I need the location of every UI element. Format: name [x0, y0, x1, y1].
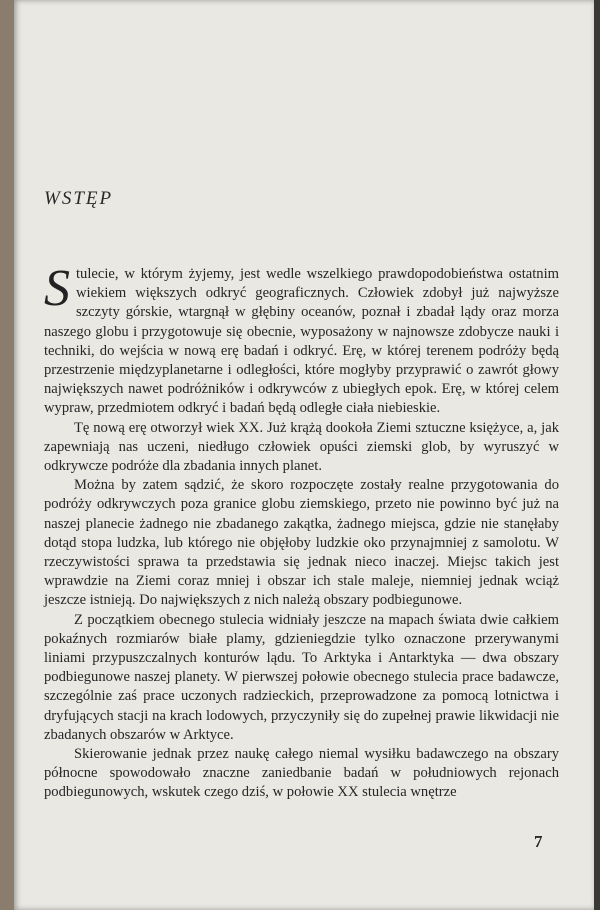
- paragraph-4: Z początkiem obecnego stulecia widniały jeszcze na mapach świata dwie całkiem pokaźnych rozmiarów białe plamy, gdzieniegdzie tylko oznaczone przerywanymi liniami przypuszczalnych konturów lądu. To Arktyka i Antarktyka — dwa obszary podbiegunowe naszej planety. W pierwszej połowie obecnego stulecia prace badawcze, szczególnie zaś prace uczonych radzieckich, przeprowadzone za pomocą lotnictwa i dryfujących stacji na krach lodowych, przyczyniły się do zupełnej prawie likwidacji nie zbadanych obszarów w Arktyce.: [44, 611, 559, 743]
- paragraph-5: Skierowanie jednak przez naukę całego niemal wysiłku badawczego na obszary północne spowodowało znaczne zaniedbanie badań w południowych rejonach podbiegunowych, wskutek czego dziś, w połowie XX stulecia wnętrze: [44, 746, 559, 801]
- chapter-heading: WSTĘP: [44, 188, 114, 209]
- paragraph-2: Tę nową erę otworzył wiek XX. Już krążą dookoła Ziemi sztuczne księżyce, a, jak zapewniają nas uczeni, niedługo człowiek opuści ziemski glob, by wyruszyć w odkrywcze podróże dla zbadania innych planet.: [44, 419, 559, 475]
- book-page: [14, 0, 594, 910]
- paragraph-3: Można by zatem sądzić, że skoro rozpoczęte zostały realne przygotowania do podróży odkrywczych poza granice globu ziemskiego, przeto nie powinno być już na naszej planecie żadnego nie zbadanego zakątka, żadnego miejsca, gdzie nie stanęłaby dotąd stopa ludzka, lub którego nie objęłoby ludzkie oko przynajmniej z samolotu. W rzeczywistości sprawa ta przedstawia się jednak nieco inaczej. Miejsc takich jest wprawdzie na Ziemi coraz mniej i obszar ich stale maleje, niemniej jednak wciąż jeszcze istnieją. Do największych z nich należą obszary podbiegunowe.: [44, 477, 559, 609]
- page-right-edge: [594, 0, 600, 910]
- book-spine-edge: [0, 0, 14, 910]
- paragraph-1: Stulecie, w którym żyjemy, jest wedle wszelkiego prawdopodobieństwa ostatnim wiekiem większych odkryć geograficznych. Człowiek zdobył już najwyższe szczyty górskie, wtargnął w głębiny oceanów, poznał i zbadał lądy oraz morza naszego globu i przygotowuje się obecnie, wyposażony w najnowsze zdobycze nauki i techniki, do wejścia w nową erę badań i odkryć. Erę, w której terenem podróży będą przestrzenie międzyplanetarne i odległości, które mogłyby przyprawić o zawrót głowy największych nawet podróżników i odkrywców z ubiegłych epok. Erę, w której celem wypraw, przedmiotem odkryć i badań będą odległe ciała niebieskie.: [44, 260, 559, 417]
- drop-cap: S: [44, 260, 70, 317]
- body-text: [44, 260, 559, 803]
- page-number: 7: [534, 832, 543, 851]
